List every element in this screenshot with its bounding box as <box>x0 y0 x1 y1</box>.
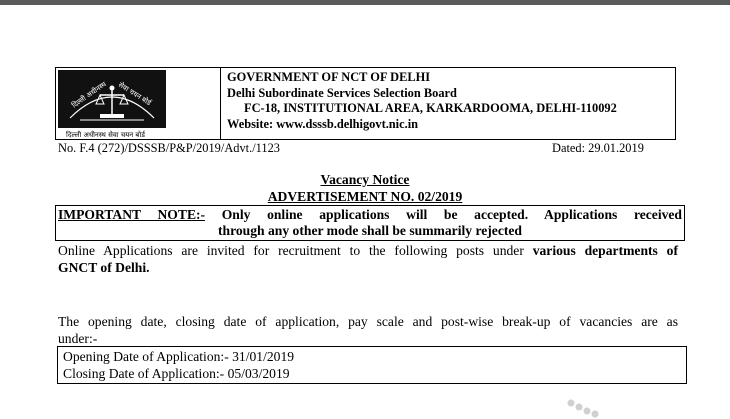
letterhead-box <box>55 67 676 140</box>
logo-arc-right-text: सेवा चयन बोर्ड <box>116 80 153 108</box>
schedule-intro-line-2: under:- <box>58 331 98 346</box>
watermark-dots-icon <box>565 385 625 419</box>
board-website: Website: www.dsssb.delhigovt.nic.in <box>227 116 419 131</box>
application-dates-box <box>57 346 687 384</box>
important-note-text-1: Only online applications will be accepted. Applications received <box>205 207 682 222</box>
vacancy-notice-title: Vacancy Notice <box>320 172 410 187</box>
logo-arc-left-text: दिल्ली अधीनस्थ <box>70 80 108 110</box>
board-name: Delhi Subordinate Services Selection Board <box>227 85 457 100</box>
intro-line-2: GNCT of Delhi. <box>58 260 150 275</box>
intro-line-1 <box>58 242 678 259</box>
schedule-intro-line-1: The opening date, closing date of application, pay scale and post-wise break-up of vacancies are as <box>58 314 678 329</box>
board-address: FC-18, INSTITUTIONAL AREA, KARKARDOOMA, DELHI-110092 <box>244 101 617 116</box>
important-note-line-1 <box>58 207 682 223</box>
important-note-line-2: through any other mode shall be summarily rejected <box>218 223 522 238</box>
reference-number: No. F.4 (272)/DSSSB/P&P/2019/Advt./1123 <box>58 141 280 155</box>
intro-bold-text: various departments of <box>532 243 678 258</box>
government-name: GOVERNMENT OF NCT OF DELHI <box>227 70 431 84</box>
window-top-bar <box>0 0 730 5</box>
advertisement-number: ADVERTISEMENT NO. 02/2019 <box>267 189 463 204</box>
notice-date: Dated: 29.01.2019 <box>552 141 644 155</box>
intro-text: Online Applications are invited for recruitment to the following posts under <box>58 243 533 258</box>
intro-paragraph <box>58 242 678 276</box>
important-note-box <box>55 205 685 241</box>
logo-caption-text: दिल्ली अधीनस्थ सेवा चयन बोर्ड <box>66 131 145 139</box>
important-note-label: IMPORTANT NOTE:- <box>58 207 206 222</box>
closing-date: Closing Date of Application:- 05/03/2019 <box>63 366 290 381</box>
dsssb-emblem-icon <box>56 68 219 139</box>
dsssb-logo <box>56 68 221 139</box>
schedule-intro-paragraph <box>58 313 678 347</box>
organization-details <box>227 70 617 132</box>
opening-date: Opening Date of Application:- 31/01/2019 <box>63 349 295 364</box>
